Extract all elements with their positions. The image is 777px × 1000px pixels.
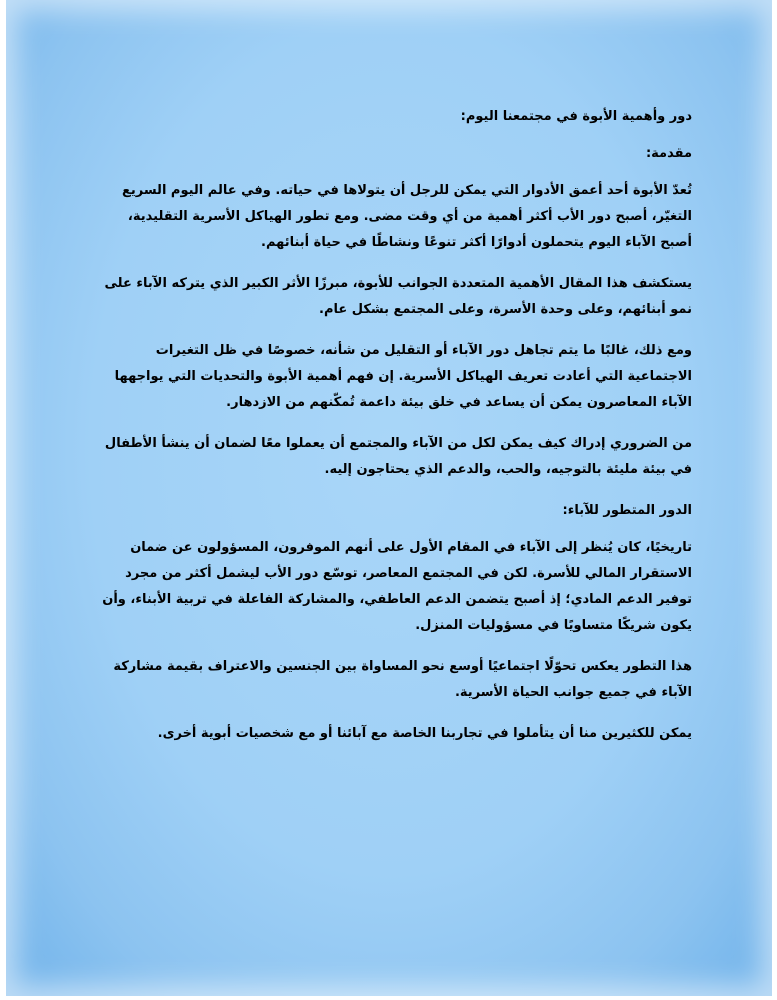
paragraph: ومع ذلك، غالبًا ما يتم تجاهل دور الآباء أو التقليل من شأنه، خصوصًا في ظل التغيرات الاجتماعية التي أعادت تعريف الهياكل الأسرية. إن فهم أهمية الأبوة والتحديات التي يواجهها الآباء المعاصرون يمكن أن يساعد في خلق بيئة داعمة تُمكّنهم من الازدهار. [114, 343, 692, 410]
document-title: دور وأهمية الأبوة في مجتمعنا اليوم: [460, 109, 692, 124]
paragraph: يمكن للكثيرين منا أن يتأملوا في تجاربنا الخاصة مع آبائنا أو مع شخصيات أبوية أخرى. [157, 726, 692, 741]
paragraph: هذا التطور يعكس تحوّلًا اجتماعيًا أوسع نحو المساواة بين الجنسين والاعتراف بقيمة مشاركة الآباء في جميع جوانب الحياة الأسرية. [113, 659, 692, 700]
paragraph: يستكشف هذا المقال الأهمية المتعددة الجوانب للأبوة، مبرزًا الأثر الكبير الذي يتركه الآباء على نمو أبنائهم، وعلى وحدة الأسرة، وعلى المجتمع بشكل عام. [104, 276, 692, 317]
paragraph: تاريخيًا، كان يُنظر إلى الآباء في المقام الأول على أنهم الموفرون، المسؤولون عن ضمان الاستقرار المالي للأسرة. لكن في المجتمع المعاصر، توسّع دور الأب ليشمل أكثر من مجرد توفير الدعم المادي؛ إذ أصبح يتضمن الدعم العاطفي، والمشاركة الفاعلة في تربية الأبناء، وأن يكون شريكًا متساويًا في مسؤوليات المنزل. [102, 540, 692, 633]
paragraph: من الضروري إدراك كيف يمكن لكل من الآباء والمجتمع أن يعملوا معًا لضمان أن ينشأ الأطفال في بيئة مليئة بالتوجيه، والحب، والدعم الذي يحتاجون إليه. [104, 436, 692, 477]
document-page [6, 0, 772, 996]
document-body [98, 104, 692, 762]
paragraph: تُعدّ الأبوة أحد أعمق الأدوار التي يمكن للرجل أن يتولاها في حياته. وفي عالم اليوم السريع التغيّر، أصبح دور الأب أكثر أهمية من أي وقت مضى. ومع تطور الهياكل الأسرية التقليدية، أصبح الآباء اليوم يتحملون أدوارًا أكثر تنوعًا ونشاطًا في حياة أبنائهم. [121, 183, 692, 250]
intro-heading: مقدمة: [645, 146, 692, 161]
section-heading: الدور المتطور للآباء: [562, 503, 692, 518]
